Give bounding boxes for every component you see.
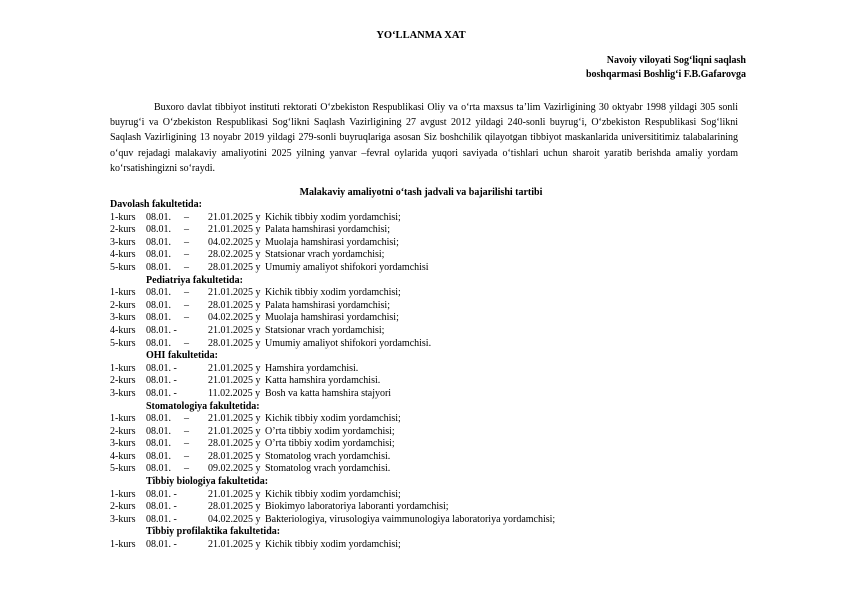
- practice-role: Muolaja hamshirasi yordamchisi;: [265, 312, 399, 324]
- course-label: 2-kurs: [110, 299, 136, 311]
- end-date: 21.01.2025 y: [208, 287, 261, 299]
- start-date: 08.01.: [146, 312, 171, 324]
- schedule-row: [110, 388, 750, 401]
- faculty-heading: Davolash fakultetida:: [110, 199, 202, 210]
- practice-role: Bakteriologiya, virusologiya vaimmunologiya laboratoriya yordamchisi;: [265, 513, 556, 525]
- practice-role: Muolaja hamshirasi yordamchisi;: [265, 236, 399, 248]
- schedule-title: Malakaviy amaliyotni o‘tash jadvali va bajarilishi tartibi: [299, 187, 543, 198]
- start-date: 08.01. -: [146, 324, 177, 336]
- faculty-heading: Stomatologiya fakultetida:: [146, 400, 260, 412]
- start-date: 08.01.: [146, 337, 171, 349]
- schedule-row: [110, 375, 750, 388]
- schedule-list: [110, 199, 750, 552]
- course-label: 3-kurs: [110, 387, 136, 399]
- date-separator: –: [184, 312, 189, 324]
- practice-role: Katta hamshira yordamchisi.: [265, 375, 381, 387]
- course-label: 3-kurs: [110, 312, 136, 324]
- end-date: 09.02.2025 y: [208, 463, 261, 475]
- schedule-row: [110, 312, 750, 325]
- start-date: 08.01.: [146, 438, 171, 450]
- course-label: 2-kurs: [110, 501, 136, 513]
- date-separator: –: [184, 224, 189, 236]
- practice-role: Bosh va katta hamshira stajyori: [265, 387, 392, 399]
- course-label: 1-kurs: [110, 539, 136, 551]
- date-separator: –: [184, 337, 189, 349]
- end-date: 21.01.2025 y: [208, 211, 261, 223]
- schedule-row: [110, 489, 750, 502]
- date-separator: –: [184, 211, 189, 223]
- schedule-row: [110, 363, 750, 376]
- course-label: 3-kurs: [110, 513, 136, 525]
- recipient-block: [586, 54, 746, 82]
- start-date: 08.01.: [146, 450, 171, 462]
- date-separator: –: [184, 261, 189, 273]
- start-date: 08.01.: [146, 261, 171, 273]
- practice-role: Biokimyo laboratoriya laboranti yordamchisi;: [265, 501, 449, 513]
- practice-role: O’rta tibbiy xodim yordamchisi;: [265, 438, 395, 450]
- practice-role: Kichik tibbiy xodim yordamchisi;: [265, 539, 401, 551]
- end-date: 28.02.2025 y: [208, 249, 261, 261]
- end-date: 04.02.2025 y: [208, 236, 261, 248]
- practice-role: Stomatolog vrach yordamchisi.: [265, 450, 391, 462]
- practice-role: Kichik tibbiy xodim yordamchisi;: [265, 287, 401, 299]
- practice-role: Kichik tibbiy xodim yordamchisi;: [265, 413, 401, 425]
- date-separator: –: [184, 287, 189, 299]
- practice-role: Statsionar vrach yordamchisi;: [265, 324, 385, 336]
- course-label: 4-kurs: [110, 324, 136, 336]
- end-date: 21.01.2025 y: [208, 539, 261, 551]
- date-separator: –: [184, 413, 189, 425]
- date-separator: –: [184, 438, 189, 450]
- body-paragraph: [110, 100, 738, 176]
- start-date: 08.01. -: [146, 513, 177, 525]
- end-date: 28.01.2025 y: [208, 438, 261, 450]
- schedule-row: [110, 451, 750, 464]
- schedule-row: [110, 224, 750, 237]
- faculty-heading: OHI fakultetida:: [146, 350, 218, 362]
- course-label: 5-kurs: [110, 261, 136, 273]
- start-date: 08.01. -: [146, 375, 177, 387]
- start-date: 08.01.: [146, 299, 171, 311]
- end-date: 21.01.2025 y: [208, 362, 261, 374]
- schedule-row: [110, 413, 750, 426]
- end-date: 04.02.2025 y: [208, 513, 261, 525]
- course-label: 5-kurs: [110, 337, 136, 349]
- end-date: 28.01.2025 y: [208, 299, 261, 311]
- course-label: 2-kurs: [110, 375, 136, 387]
- practice-role: O’rta tibbiy xodim yordamchisi;: [265, 425, 395, 437]
- date-separator: –: [184, 299, 189, 311]
- practice-role: Umumiy amaliyot shifokori yordamchisi: [265, 261, 429, 273]
- document-title: YO‘LLANMA XAT: [376, 30, 466, 41]
- schedule-row: [110, 438, 750, 451]
- end-date: 28.01.2025 y: [208, 337, 261, 349]
- course-label: 1-kurs: [110, 211, 136, 223]
- start-date: 08.01.: [146, 236, 171, 248]
- course-label: 2-kurs: [110, 224, 136, 236]
- practice-role: Stomatolog vrach yordamchisi.: [265, 463, 391, 475]
- end-date: 28.01.2025 y: [208, 261, 261, 273]
- practice-role: Umumiy amaliyot shifokori yordamchisi.: [265, 337, 432, 349]
- start-date: 08.01.: [146, 287, 171, 299]
- start-date: 08.01.: [146, 249, 171, 261]
- end-date: 28.01.2025 y: [208, 450, 261, 462]
- start-date: 08.01. -: [146, 501, 177, 513]
- course-label: 1-kurs: [110, 488, 136, 500]
- start-date: 08.01.: [146, 425, 171, 437]
- start-date: 08.01. -: [146, 362, 177, 374]
- start-date: 08.01.: [146, 463, 171, 475]
- recipient-line-2: boshqarmasi Boshlig‘i F.B.Gafarovga: [585, 69, 746, 80]
- start-date: 08.01.: [146, 224, 171, 236]
- date-separator: –: [184, 425, 189, 437]
- course-label: 1-kurs: [110, 413, 136, 425]
- schedule-row: [110, 539, 750, 552]
- course-label: 1-kurs: [110, 287, 136, 299]
- end-date: 21.01.2025 y: [208, 488, 261, 500]
- practice-role: Palata hamshirasi yordamchisi;: [265, 224, 390, 236]
- schedule-row: [110, 237, 750, 250]
- start-date: 08.01.: [146, 211, 171, 223]
- practice-role: Kichik tibbiy xodim yordamchisi;: [265, 488, 401, 500]
- faculty-heading: Tibbiy profilaktika fakultetida:: [146, 526, 281, 538]
- schedule-row: [110, 501, 750, 514]
- practice-role: Hamshira yordamchisi.: [265, 362, 359, 374]
- end-date: 28.01.2025 y: [208, 501, 261, 513]
- practice-role: Palata hamshirasi yordamchisi;: [265, 299, 390, 311]
- practice-role: Statsionar vrach yordamchisi;: [265, 249, 385, 261]
- schedule-row: [110, 338, 750, 351]
- schedule-row: [110, 287, 750, 300]
- course-label: 4-kurs: [110, 249, 136, 261]
- date-separator: –: [184, 463, 189, 475]
- body-text: Buxoro davlat tibbiyot instituti rektorati O‘zbekiston Respublikasi Oliy va o‘rta maxsus ta’lim Vazirligining 30 oktyabr 1998 yildagi 305 sonli buyrug‘i va O‘zbekiston Respublikasi Sog‘likni Saqlash Vazirligining 27 avgust 2012 yildagi 240-sonli buyrug‘i, O‘zbekiston Respublikasi Sog‘likni Saqlash Vazirligining 13 noyabr 2019 yildagi 279-sonli buyruqlariga asosan Siz boshchilik qilayotgan tibbiyot maskanlarida universititimiz talabalarining o‘quv rejadagi malakaviy amaliyotini 2025 yilning yanvar –fevral oylarida yuqori saviyada o‘tishlari uchun sharoit yaratib berishda amaliy yordam ko‘rsatishingizni so‘raydi.: [110, 102, 738, 174]
- schedule-row: [110, 262, 750, 275]
- start-date: 08.01. -: [146, 387, 177, 399]
- schedule-row: [110, 325, 750, 338]
- end-date: 21.01.2025 y: [208, 224, 261, 236]
- end-date: 04.02.2025 y: [208, 312, 261, 324]
- course-label: 4-kurs: [110, 450, 136, 462]
- schedule-row: [110, 463, 750, 476]
- course-label: 3-kurs: [110, 236, 136, 248]
- course-label: 1-kurs: [110, 362, 136, 374]
- schedule-row: [110, 212, 750, 225]
- course-label: 5-kurs: [110, 463, 136, 475]
- practice-role: Kichik tibbiy xodim yordamchisi;: [265, 211, 401, 223]
- schedule-row: [110, 249, 750, 262]
- recipient-line-1: Navoiy viloyati Sog‘liqni saqlash: [606, 55, 746, 66]
- start-date: 08.01.: [146, 413, 171, 425]
- date-separator: –: [184, 236, 189, 248]
- end-date: 21.01.2025 y: [208, 375, 261, 387]
- date-separator: –: [184, 450, 189, 462]
- date-separator: –: [184, 249, 189, 261]
- course-label: 3-kurs: [110, 438, 136, 450]
- schedule-row: [110, 514, 750, 527]
- start-date: 08.01. -: [146, 488, 177, 500]
- end-date: 21.01.2025 y: [208, 425, 261, 437]
- course-label: 2-kurs: [110, 425, 136, 437]
- end-date: 21.01.2025 y: [208, 324, 261, 336]
- faculty-heading: Pediatriya fakultetida:: [146, 274, 243, 286]
- end-date: 11.02.2025 y: [208, 387, 261, 399]
- schedule-row: [110, 300, 750, 313]
- faculty-heading: Tibbiy biologiya fakultetida:: [146, 476, 269, 488]
- end-date: 21.01.2025 y: [208, 413, 261, 425]
- schedule-row: [110, 426, 750, 439]
- start-date: 08.01. -: [146, 539, 177, 551]
